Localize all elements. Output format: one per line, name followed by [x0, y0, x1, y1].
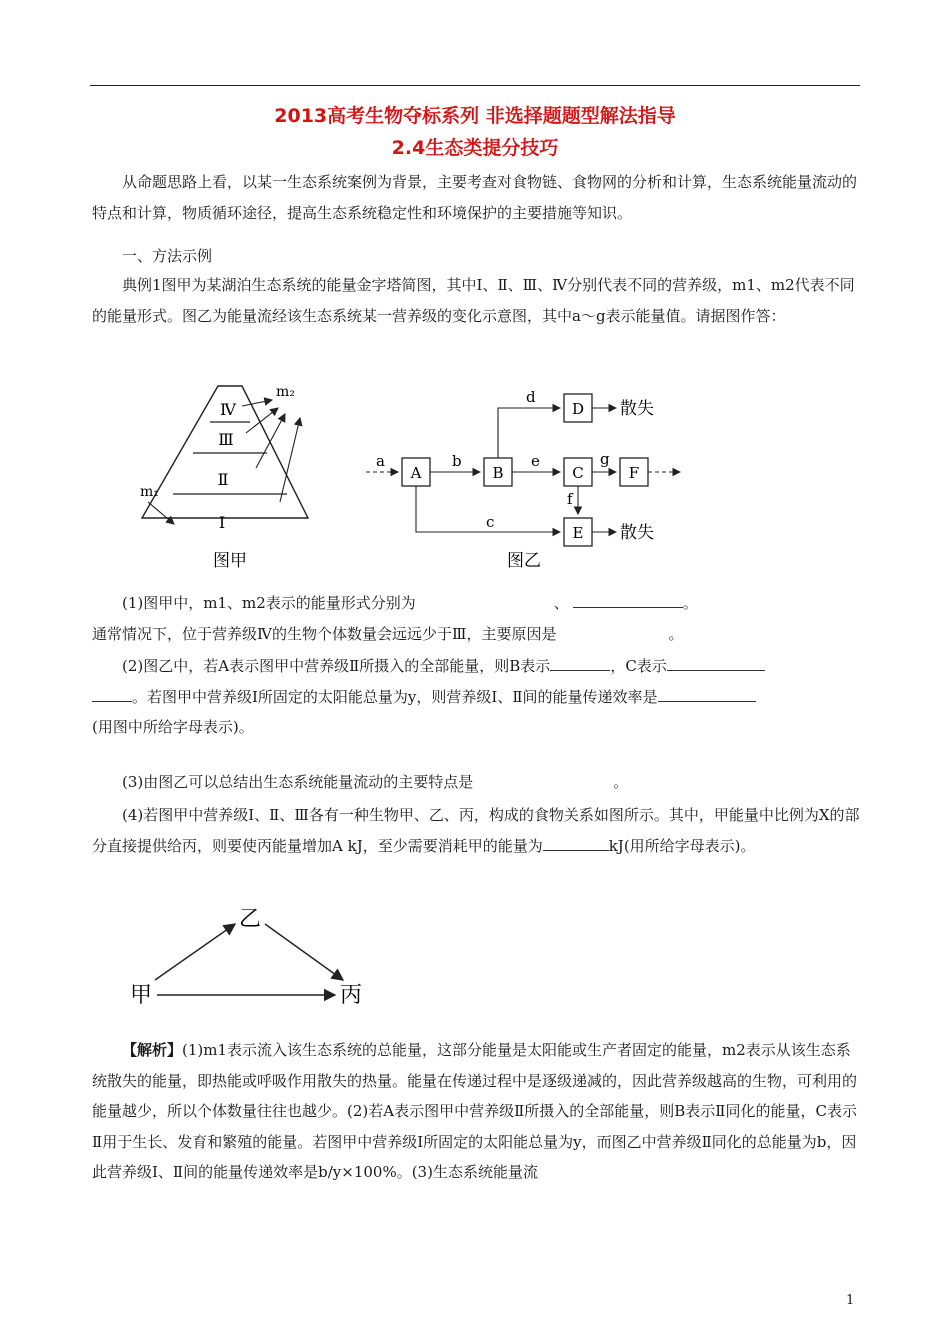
svg-text:A: A — [410, 464, 422, 482]
svg-text:E: E — [572, 524, 584, 542]
analysis-paragraph: 【解析】(1)m1表示流入该生态系统的总能量，这部分能量是太阳能或生产者固定的能量，m2表示从该生态系统散失的能量，即热能或呼吸作用散失的热量。能量在传递过程中是逐级递减的，因此营养级越高的生物，可利用的能量越少，所以个体数量往往也越少。(2)若A表示图甲中营养级Ⅱ所摄入的全部能量，则B表示Ⅱ同化的能量，C表示Ⅱ用于生长、发育和繁殖的能量。若图甲中营养级Ⅰ所固定的太阳能总量为y，而图乙中营养级Ⅱ同化的总能量为b，因此营养级Ⅰ、Ⅱ间的能量传递效率是b/y×100%。(3)生态系统能量流 — [92, 1041, 858, 1182]
loss-label-2: 散失 — [620, 523, 654, 543]
answer-blank-c[interactable] — [667, 656, 765, 671]
energy-pyramid-figure — [130, 378, 330, 578]
edge-c-label: c — [486, 513, 495, 531]
svg-text:D: D — [571, 400, 585, 418]
energy-flow-figure — [360, 388, 700, 578]
edge-a-label: a — [376, 452, 385, 470]
answer-blank-energy[interactable] — [543, 836, 609, 851]
svg-text:F: F — [628, 464, 640, 482]
edge-d-label: d — [526, 388, 536, 406]
edge-f-label: f — [567, 490, 573, 508]
answer-blank-b[interactable] — [550, 656, 610, 671]
level-1-label: Ⅰ — [218, 513, 226, 532]
section-heading: 一、方法示例 — [122, 247, 213, 265]
edge-g-label: g — [600, 450, 610, 468]
svg-text:C: C — [572, 464, 584, 482]
document-subtitle: 2.4生态类提分技巧 — [391, 137, 559, 159]
edge-e-label: e — [531, 452, 540, 470]
loss-label-1: 散失 — [620, 399, 654, 419]
analysis-label: 【解析】 — [122, 1041, 183, 1059]
level-3-label: Ⅲ — [218, 430, 234, 449]
answer-blank-efficiency[interactable] — [658, 687, 756, 702]
answer-blank-c-cont[interactable] — [92, 687, 132, 702]
answer-blank-m2[interactable] — [573, 593, 683, 608]
organism-bing: 丙 — [339, 983, 363, 1008]
svg-text:B: B — [492, 464, 504, 482]
header-rule — [90, 85, 860, 86]
document-title: 2013高考生物夺标系列 非选择题题型解法指导 — [274, 105, 676, 127]
question-1b: 通常情况下，位于营养级Ⅳ的生物个体数量会远远少于Ⅲ，主要原因是 。 — [92, 625, 684, 643]
question-1a: (1)图甲中，m1、m2表示的能量形式分别为 、 。 — [122, 594, 698, 612]
m2-label: m₂ — [276, 384, 295, 400]
m1-label: m₁ — [140, 484, 159, 500]
edge-b-label: b — [452, 452, 462, 470]
food-web-figure — [125, 898, 385, 1013]
question-2: (2)图乙中，若A表示图甲中营养级Ⅱ所摄入的全部能量，则B表示 ，C表示 。若图甲中营养级Ⅰ所固定的太阳能总量为y，则营养级Ⅰ、Ⅱ间的能量传递效率是 (用图中所给字母表示)。 — [92, 651, 862, 743]
page-number: 1 — [846, 1293, 855, 1308]
level-2-label: Ⅱ — [217, 470, 229, 489]
question-4: (4)若图甲中营养级Ⅰ、Ⅱ、Ⅲ各有一种生物甲、乙、丙，构成的食物关系如图所示。其中，甲能量中比例为X的部分直接提供给丙，则要使丙能量增加A kJ，至少需要消耗甲的能量为 kJ(用所给字母表示)。 — [92, 806, 860, 855]
organism-jia: 甲 — [129, 983, 153, 1008]
question-3: (3)由图乙可以总结出生态系统能量流动的主要特点是 。 — [122, 773, 629, 791]
level-4-label: Ⅳ — [220, 400, 236, 419]
figure-jia-caption: 图甲 — [213, 551, 247, 571]
organism-yi: 乙 — [238, 907, 262, 932]
example-paragraph: 典例1图甲为某湖泊生态系统的能量金字塔简图，其中Ⅰ、Ⅱ、Ⅲ、Ⅳ分别代表不同的营养级，m1、m2代表不同的能量形式。图乙为能量流经该生态系统某一营养级的变化示意图，其中a～g表示能量值。请据图作答： — [92, 276, 855, 325]
figure-yi-caption: 图乙 — [507, 551, 541, 571]
intro-paragraph: 从命题思路上看，以某一生态系统案例为背景，主要考查对食物链、食物网的分析和计算，生态系统能量流动的特点和计算，物质循环途径，提高生态系统稳定性和环境保护的主要措施等知识。 — [92, 173, 858, 222]
